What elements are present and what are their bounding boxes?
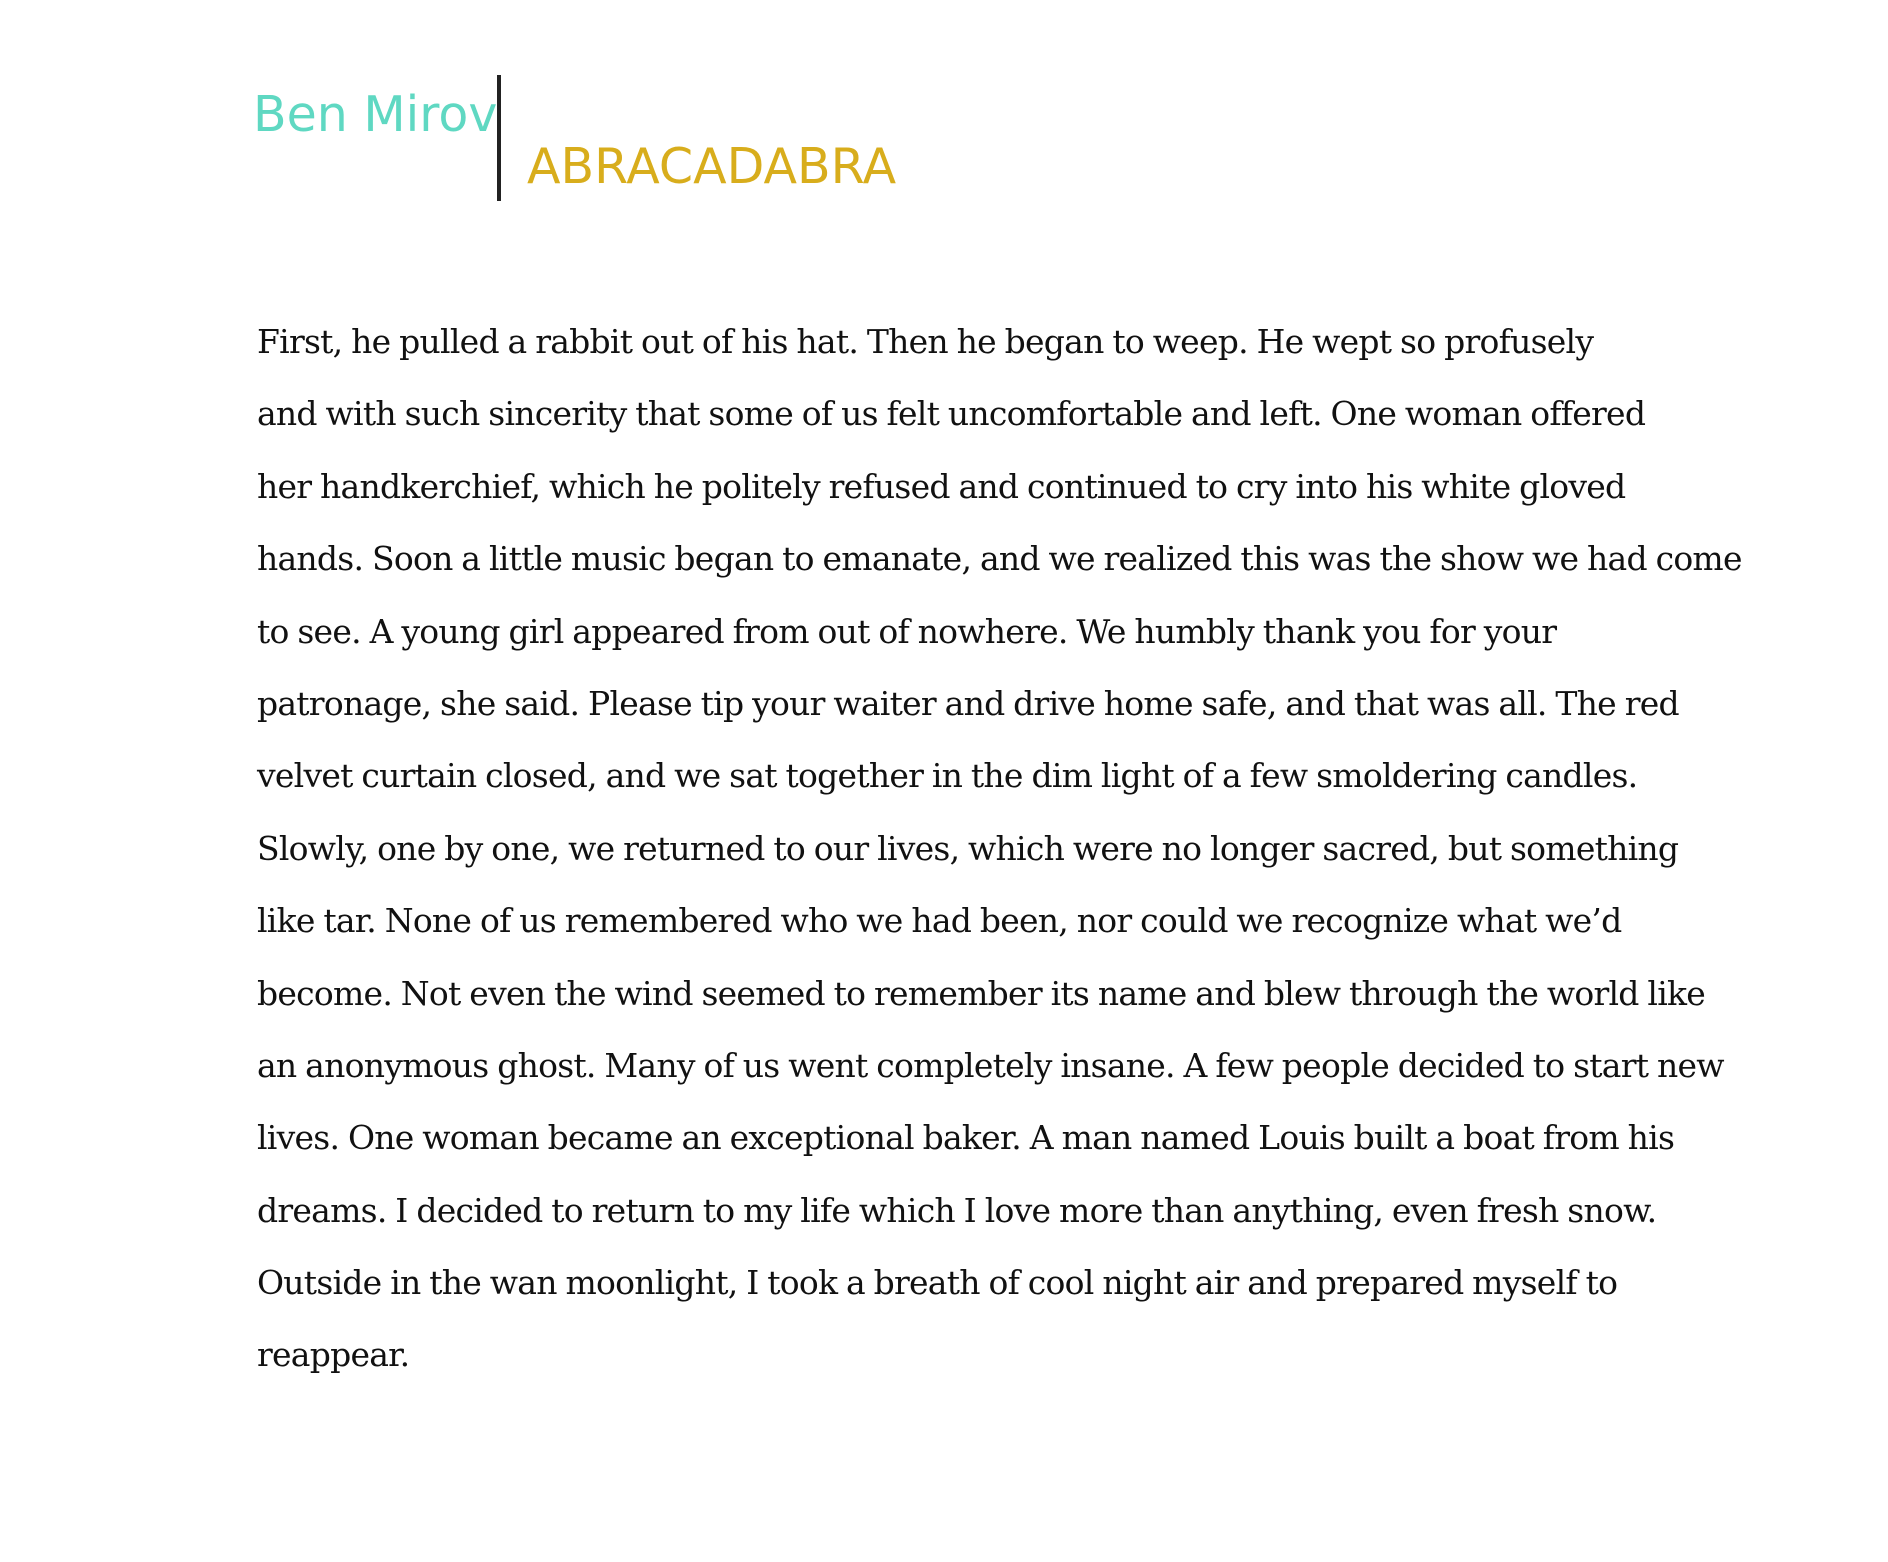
poem-line: Outside in the wan moonlight, I took a breath of cool night air and prepared myself to (257, 1263, 1618, 1303)
poem-line: an anonymous ghost. Many of us went completely insane. A few people decided to start new (257, 1045, 1724, 1085)
poem-line: dreams. I decided to return to my life which I love more than anything, even fresh snow. (257, 1190, 1657, 1230)
poem-line: First, he pulled a rabbit out of his hat. Then he began to weep. He wept so profusely (257, 322, 1594, 361)
poem-line: Slowly, one by one, we returned to our lives, which were no longer sacred, but something (257, 828, 1679, 868)
header-divider (497, 75, 501, 201)
poem-line: reappear. (257, 1335, 410, 1375)
author-name: Ben Mirov (253, 86, 498, 143)
poem-line: her handkerchief, which he politely refused and continued to cry into his white gloved (257, 466, 1626, 506)
poem-body (257, 306, 1742, 1392)
poem-line: hands. Soon a little music began to emanate, and we realized this was the show we had come (257, 539, 1742, 579)
poem-line: become. Not even the wind seemed to remember its name and blew through the world like (257, 973, 1706, 1013)
poem-line: like tar. None of us remembered who we had been, nor could we recognize what we’d (257, 901, 1622, 941)
poem-title: ABRACADABRA (527, 138, 897, 195)
poem-line: velvet curtain closed, and we sat together in the dim light of a few smoldering candles. (257, 756, 1638, 796)
poem-line: to see. A young girl appeared from out of nowhere. We humbly thank you for your (257, 611, 1557, 651)
poem-line: and with such sincerity that some of us felt uncomfortable and left. One woman offered (257, 394, 1646, 434)
poem-line: lives. One woman became an exceptional baker. A man named Louis built a boat from his (257, 1118, 1675, 1158)
poem-line: patronage, she said. Please tip your waiter and drive home safe, and that was all. The red (257, 683, 1679, 723)
